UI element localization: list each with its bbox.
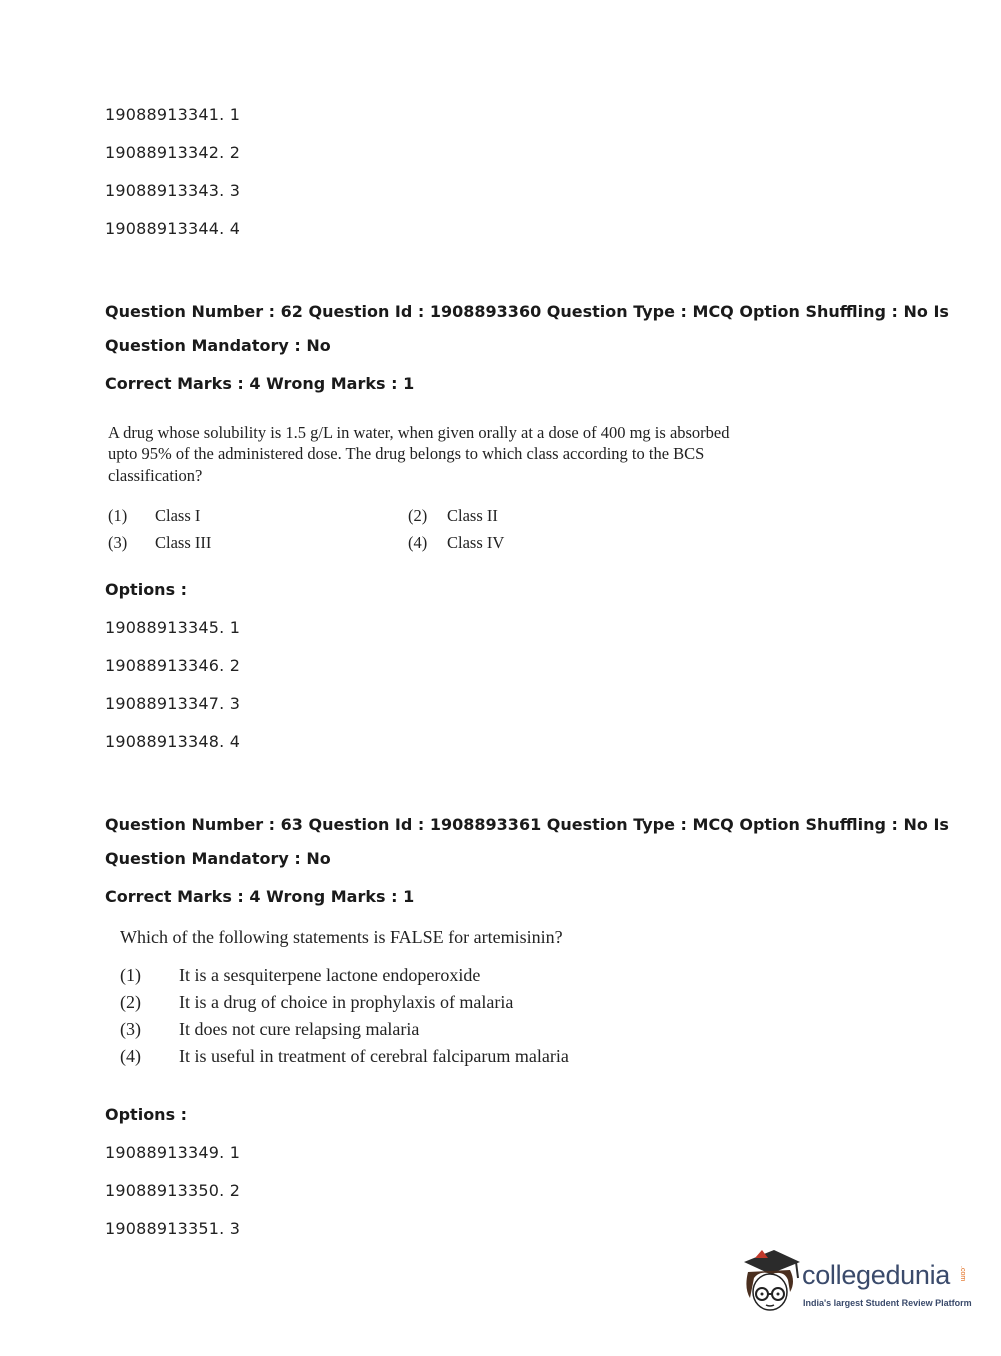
q63-choice-num: (3) xyxy=(120,1019,141,1039)
option-item: 19088913350. 2 xyxy=(105,1181,241,1200)
q62-choice-text: Class II xyxy=(447,506,498,525)
option-item: 19088913342. 2 xyxy=(105,143,241,162)
option-item: 19088913347. 3 xyxy=(105,694,241,713)
q63-choice-text: It is a drug of choice in prophylaxis of malaria xyxy=(179,992,514,1012)
option-item: 19088913346. 2 xyxy=(105,656,241,675)
option-item: 19088913345. 1 xyxy=(105,618,241,637)
q63-stem: Which of the following statements is FALSE for artemisinin? xyxy=(120,927,563,947)
q62-choice-text: Class I xyxy=(155,506,201,525)
q62-choice-text: Class IV xyxy=(447,533,505,552)
q63-header-line2: Question Mandatory : No xyxy=(105,849,331,868)
q63-choice-text: It is useful in treatment of cerebral falciparum malaria xyxy=(179,1046,569,1066)
q63-choice-num: (1) xyxy=(120,965,141,985)
q62-marks: Correct Marks : 4 Wrong Marks : 1 xyxy=(105,374,415,393)
q63-choice-num: (2) xyxy=(120,992,141,1012)
option-item: 19088913349. 1 xyxy=(105,1143,241,1162)
q62-choice-num: (4) xyxy=(408,533,428,552)
q62-choice-num: (1) xyxy=(108,506,128,525)
q63-choice-text: It is a sesquiterpene lactone endoperoxide xyxy=(179,965,481,985)
option-item: 19088913348. 4 xyxy=(105,732,241,751)
option-item: 19088913351. 3 xyxy=(105,1219,241,1238)
q62-stem-line1: A drug whose solubility is 1.5 g/L in water, when given orally at a dose of 400 mg is absorbed xyxy=(108,423,730,442)
logo-suffix: .com xyxy=(959,1266,966,1282)
option-item: 19088913344. 4 xyxy=(105,219,241,238)
logo-tagline: India's largest Student Review Platform xyxy=(803,1298,972,1308)
q62-stem-line2: upto 95% of the administered dose. The drug belongs to which class according to the BCS xyxy=(108,444,705,463)
q63-choice-num: (4) xyxy=(120,1046,141,1066)
q62-options-label: Options : xyxy=(105,580,188,599)
collegedunia-logo xyxy=(740,1248,970,1318)
q62-stem-line3: classification? xyxy=(108,466,203,485)
q62-header-line2: Question Mandatory : No xyxy=(105,336,331,355)
q63-header-line1: Question Number : 63 Question Id : 1908893361 Question Type : MCQ Option Shuffling : No Is xyxy=(105,815,949,834)
q62-header-line1: Question Number : 62 Question Id : 1908893360 Question Type : MCQ Option Shuffling : No Is xyxy=(105,302,949,321)
q62-choice-num: (2) xyxy=(408,506,428,525)
student-mascot-icon xyxy=(740,1248,802,1318)
q62-choice-num: (3) xyxy=(108,533,128,552)
q63-options-label: Options : xyxy=(105,1105,188,1124)
logo-name: collegedunia xyxy=(802,1260,951,1290)
q63-marks: Correct Marks : 4 Wrong Marks : 1 xyxy=(105,887,415,906)
option-item: 19088913341. 1 xyxy=(105,105,241,124)
q62-choice-text: Class III xyxy=(155,533,212,552)
q63-choice-text: It does not cure relapsing malaria xyxy=(179,1019,420,1039)
option-item: 19088913343. 3 xyxy=(105,181,241,200)
